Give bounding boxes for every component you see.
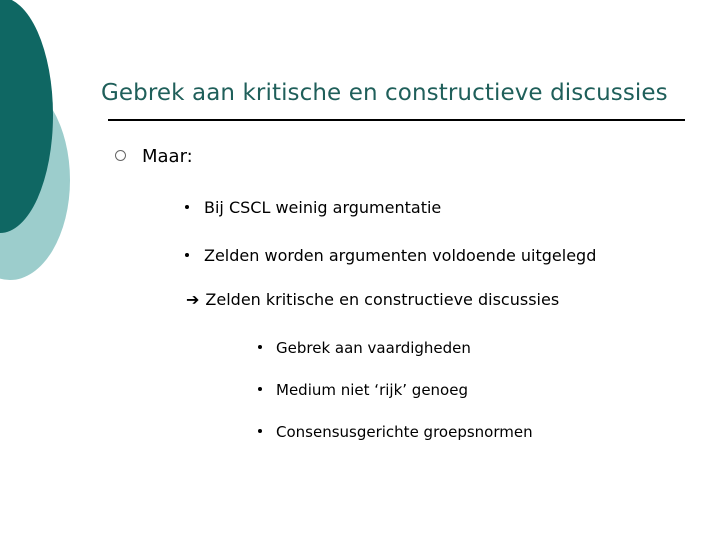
- bullet-text: Bij CSCL weinig argumentatie: [204, 198, 442, 217]
- title-underline: [108, 119, 685, 121]
- dot-bullet-icon: [185, 205, 189, 209]
- bullet-level3-item: [258, 423, 533, 441]
- bullet-level1-text: Maar:: [142, 146, 193, 167]
- decorative-teal-shapes: [0, 0, 100, 300]
- bullet-level3-item: [258, 381, 468, 399]
- conclusion-line: [186, 290, 559, 309]
- bullet-text: Gebrek aan vaardigheden: [276, 339, 471, 357]
- conclusion-text: Zelden kritische en constructieve discussies: [205, 290, 560, 309]
- dot-bullet-icon: [258, 345, 262, 349]
- slide-title: Gebrek aan kritische en constructieve discussies: [101, 80, 668, 106]
- bullet-text: Medium niet ‘rijk’ genoeg: [276, 381, 468, 399]
- bullet-level2-item: [185, 198, 441, 217]
- right-arrow-icon: ➔: [186, 290, 200, 309]
- bullet-text: Zelden worden argumenten voldoende uitgelegd: [204, 246, 597, 265]
- dot-bullet-icon: [258, 387, 262, 391]
- dot-bullet-icon: [258, 429, 262, 433]
- dot-bullet-icon: [185, 253, 189, 257]
- bullet-level2-item: [185, 246, 596, 265]
- bullet-level1: [115, 146, 193, 167]
- bullet-level3-item: [258, 339, 471, 357]
- hollow-circle-bullet-icon: [115, 150, 126, 161]
- bullet-text: Consensusgerichte groepsnormen: [276, 423, 533, 441]
